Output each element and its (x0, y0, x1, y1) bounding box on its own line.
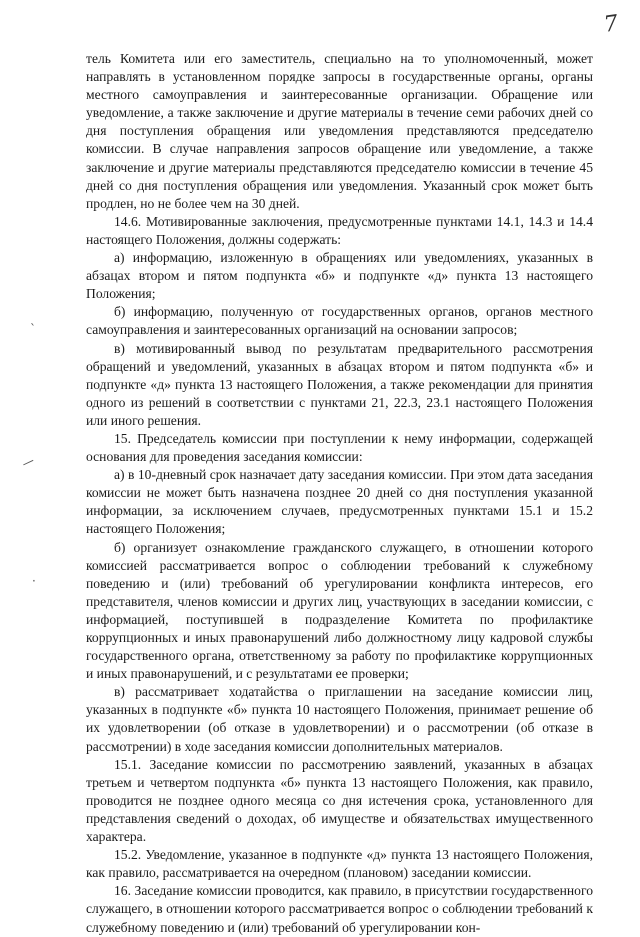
paragraph: в) рассматривает ходатайства о приглашении на заседание комиссии лиц, указанных в подпункте «б» пункта 10 настоящего Положения, принимает решение об их удовлетворении (об отказе в удовлетворении) и о рассмотрении (об отказе в рассмотрении) в ходе заседания комиссии дополнительных материалов. (86, 684, 593, 754)
paragraph: 15.2. Уведомление, указанное в подпункте «д» пункта 13 настоящего Положения, как правило, рассматривается на очередном (плановом) заседании комиссии. (86, 847, 593, 881)
paragraph: 15.1. Заседание комиссии по рассмотрению заявлений, указанных в абзацах третьем и четвертом подпункта «б» пункта 13 настоящего Положения, как правило, проводится не позднее одного месяца со дня истечения срока, установленного для представления сведений о доходах, об имуществе и обязательствах имущественного характера. (86, 756, 593, 845)
document-body (86, 50, 593, 937)
paragraph: 16. Заседание комиссии проводится, как правило, в присутствии государственного служащего, в отношении которого рассматривается вопрос о соблюдении требований к служебному поведению и (или) требований об урегулировании кон- (86, 883, 593, 935)
paragraph: а) информацию, изложенную в обращениях или уведомлениях, указанных в абзацах втором и пятом подпункта «б» и подпункте «д» пункта 13 настоящего Положения; (86, 250, 593, 302)
paragraph: б) организует ознакомление гражданского служащего, в отношении которого комиссией рассматривается вопрос о соблюдении требований к служебному поведению и (или) требований об урегулировании конфликта интересов, его представителя, членов комиссии и других лиц, участвующих в заседании комиссии, с информацией, поступившей в подразделение Комитета по профилактике коррупционных и иных правонарушений либо должностному лицу кадровой службы государственного органа, ответственному за работу по профилактике коррупционных и иных правонарушений, и с результатами ее проверки; (86, 539, 593, 682)
paragraph: б) информацию, полученную от государственных органов, органов местного самоуправления и заинтересованных организаций на основании запросов; (86, 304, 593, 338)
paragraph: в) мотивированный вывод по результатам предварительного рассмотрения обращений и уведомлений, указанных в абзацах втором и пятом подпункта «б» и подпункте «д» пункта 13 настоящего Положения, а также рекомендации для принятия одного из решений в соответствии с пунктами 21, 22.3, 23.1 настоящего Положения или иного решения. (86, 340, 593, 428)
paragraph: 15. Председатель комиссии при поступлении к нему информации, содержащей основания для проведения заседания комиссии: (86, 430, 593, 465)
scan-mark: — (19, 453, 37, 471)
page-number: 7 (602, 11, 620, 38)
paragraph: 14.6. Мотивированные заключения, предусмотренные пунктами 14.1, 14.3 и 14.4 настоящего Положения, должны содержать: (86, 213, 593, 247)
paragraph: тель Комитета или его заместитель, специально на то уполномоченный, может направлять в установленном порядке запросы в государственные органы, органы местного самоуправления и заинтересованные организации. Обращение или уведомление, а также заключение и другие материалы в течение семи рабочих дней со дня поступления обращения или уведомления представляются председателю комиссии. В случае направления запросов обращение или уведомление, а также заключение и другие материалы представляются председателю комиссии в течение 45 дней со дня поступления обращения или уведомления. Указанный срок может быть продлен, но не более чем на 30 дней. (86, 51, 593, 211)
scan-mark: · (32, 574, 36, 588)
paragraph: а) в 10-дневный срок назначает дату заседания комиссии. При этом дата заседания комиссии не может быть назначена позднее 20 дней со дня поступления указанной информации, за исключением случаев, предусмотренных пунктами 15.1 и 15.2 настоящего Положения; (86, 467, 593, 537)
scan-mark: ` (30, 322, 36, 336)
